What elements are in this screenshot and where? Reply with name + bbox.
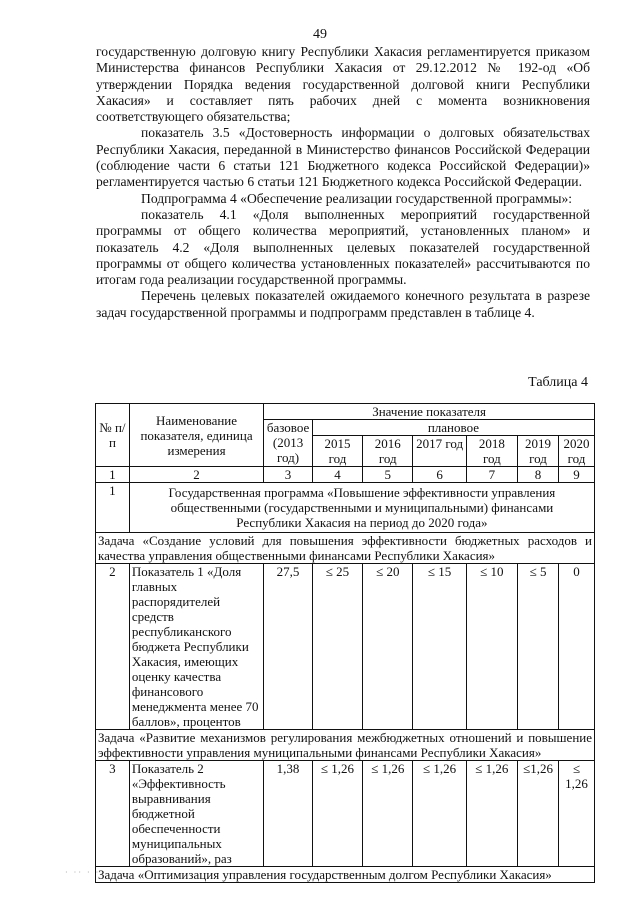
header-value: Значение показателя [264, 404, 595, 420]
value-cell: ≤ 25 [312, 564, 362, 730]
value-cell: 27,5 [264, 564, 313, 730]
task-row: Задача «Создание условий для повышения эффективности бюджетных расходов и качества управления общественными финансами Республики Хакасия» [96, 533, 595, 564]
value-cell: ≤1,26 [518, 761, 559, 867]
column-number: 1 [96, 467, 130, 483]
header-name: Наименование показателя, единица измерения [129, 404, 263, 467]
value-cell: ≤ 10 [466, 564, 517, 730]
task-row: Задача «Оптимизация управления государственным долгом Республики Хакасия» [96, 867, 595, 883]
value-cell: 1,38 [264, 761, 313, 867]
value-cell: ≤ 15 [413, 564, 466, 730]
program-title: Государственная программа «Повышение эффективности управления общественными (государственными и муниципальными) финансами Республики Хакасия на период до 2020 года» [129, 483, 594, 533]
column-number: 9 [559, 467, 595, 483]
header-year: 2018 год [466, 436, 517, 467]
table-label: Таблица 4 [528, 375, 588, 390]
header-year: 2016 год [363, 436, 413, 467]
column-number: 2 [129, 467, 263, 483]
value-cell: ≤ 1,26 [413, 761, 466, 867]
header-year: 2015 год [312, 436, 362, 467]
column-number: 4 [312, 467, 362, 483]
indicator-name: Показатель 1 «Доля главных распорядителей средств республиканского бюджета Республики Хакасия, имеющих оценку качества финансового менеджмента менее 70 баллов», процентов [129, 564, 263, 730]
value-cell: ≤ 1,26 [559, 761, 595, 867]
page-number: 49 [313, 27, 327, 42]
program-number: 1 [96, 483, 130, 533]
margin-mark: · ·· · · [65, 868, 101, 877]
indicator-name: Показатель 2 «Эффективность выравнивания бюджетной обеспеченности муниципальных образований», раз [129, 761, 263, 867]
row-number: 3 [96, 761, 130, 867]
column-number: 5 [363, 467, 413, 483]
body-text [96, 44, 590, 321]
header-number: № п/п [96, 404, 130, 467]
paragraph: показатель 3.5 «Достоверность информации о долговых обязательствах Республики Хакасия, переданной в Министерство финансов Российской Федерации (соблюдение части 6 статьи 121 Бюджетного кодекса Российской Федерации)» регламентируется частью 6 статьи 121 Бюджетного кодекса Российской Федерации. [96, 125, 590, 190]
header-planned: плановое [312, 420, 594, 436]
column-number: 3 [264, 467, 313, 483]
column-number: 6 [413, 467, 466, 483]
header-year: 2017 год [413, 436, 466, 467]
row-number: 2 [96, 564, 130, 730]
value-cell: 0 [559, 564, 595, 730]
column-number: 8 [518, 467, 559, 483]
value-cell: ≤ 5 [518, 564, 559, 730]
value-cell: ≤ 20 [363, 564, 413, 730]
column-number: 7 [466, 467, 517, 483]
value-cell: ≤ 1,26 [312, 761, 362, 867]
paragraph: Перечень целевых показателей ожидаемого конечного результата в разрезе задач государственной программы и подпрограмм представлен в таблице 4. [96, 288, 590, 320]
value-cell: ≤ 1,26 [363, 761, 413, 867]
header-year: 2020 год [559, 436, 595, 467]
header-year: 2019 год [518, 436, 559, 467]
paragraph: Подпрограмма 4 «Обеспечение реализации государственной программы»: [141, 190, 573, 206]
paragraph: показатель 4.1 «Доля выполненных мероприятий государственной программы от общего количества мероприятий, установленных планом» и показатель 4.2 «Доля выполненных целевых показателей государственной программы от общего количества установленных показателей» рассчитываются по итогам года реализации государственной программы. [96, 206, 590, 288]
value-cell: ≤ 1,26 [466, 761, 517, 867]
paragraph: государственную долговую книгу Республики Хакасия регламентируется приказом Министерства финансов Республики Хакасия от 29.12.2012 № 192-од «Об утверждении Порядка ведения государственной долговой книги Республики Хакасия» и составляет пять рабочих дней с момента возникновения соответствующего обязательства; [96, 44, 590, 125]
header-base: базовое (2013 год) [264, 420, 313, 467]
task-row: Задача «Развитие механизмов регулирования межбюджетных отношений и повышение эффективности управления муниципальными финансами Республики Хакасия» [96, 730, 595, 761]
indicators-table [95, 403, 595, 883]
